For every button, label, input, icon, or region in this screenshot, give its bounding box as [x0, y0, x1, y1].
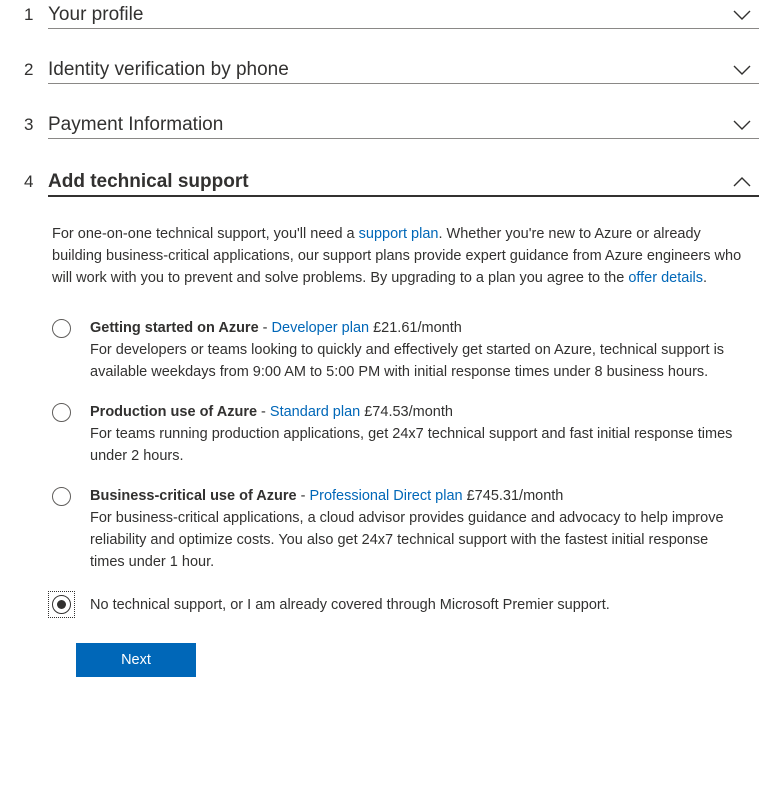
- professional-direct-plan-link[interactable]: Professional Direct plan: [309, 488, 463, 504]
- option-no-technical-support[interactable]: [52, 591, 759, 618]
- section-divider: [48, 138, 759, 139]
- section-number: 2: [24, 60, 34, 79]
- option-title: Getting started on Azure: [90, 320, 259, 336]
- section-header-your-profile[interactable]: [24, 2, 759, 28]
- standard-plan-link[interactable]: Standard plan: [269, 404, 361, 420]
- radio-developer-plan[interactable]: [52, 319, 71, 338]
- option-title: Production use of Azure: [90, 404, 258, 420]
- chevron-down-icon[interactable]: [729, 2, 755, 28]
- section-title: Your profile: [48, 4, 144, 25]
- section-header-payment-information[interactable]: [24, 112, 759, 138]
- section-title: Identity verification by phone: [48, 59, 289, 80]
- chevron-down-icon[interactable]: [729, 57, 755, 83]
- intro-text-part2: . Whether you're new to Azure or already building business-critical applications, our support plans provide expert guidance from Azure engineers who will work with you to prevent and solve problems. By upgrading to a plan you agree to the: [52, 226, 742, 286]
- chevron-down-icon[interactable]: [729, 112, 755, 138]
- option-title: Business-critical use of Azure: [90, 488, 297, 504]
- option-label: No technical support, or I am already covered through Microsoft Premier support.: [90, 596, 610, 613]
- radio-standard-plan[interactable]: [52, 403, 71, 422]
- radio-no-technical-support[interactable]: [52, 595, 71, 614]
- intro-text-part3: .: [703, 270, 708, 286]
- radio-focus-ring: [48, 591, 75, 618]
- option-dash: -: [257, 404, 270, 420]
- option-developer-plan[interactable]: [52, 317, 759, 383]
- chevron-up-icon[interactable]: [729, 169, 755, 195]
- offer-details-link[interactable]: offer details: [628, 270, 704, 286]
- next-button[interactable]: Next: [76, 643, 196, 677]
- option-dash: -: [258, 320, 272, 336]
- radio-professional-direct-plan[interactable]: [52, 487, 71, 506]
- support-intro-text: [52, 223, 746, 289]
- intro-text-part1: For one-on-one technical support, you'll need a: [52, 226, 359, 242]
- section-header-identity-verification[interactable]: [24, 57, 759, 83]
- section-payment-information: [24, 112, 759, 139]
- spacer: [24, 84, 759, 112]
- spacer: [24, 139, 759, 169]
- support-plan-options: [52, 317, 759, 618]
- option-text: [90, 401, 740, 467]
- section-title: Add technical support: [48, 171, 249, 192]
- option-price: £21.61/month: [369, 320, 462, 336]
- section-identity-verification: [24, 57, 759, 84]
- section-your-profile: [24, 0, 759, 29]
- developer-plan-link[interactable]: Developer plan: [271, 320, 370, 336]
- support-plan-link[interactable]: support plan: [358, 226, 439, 242]
- section-header-add-technical-support[interactable]: [24, 169, 759, 195]
- option-professional-direct-plan[interactable]: [52, 485, 759, 573]
- section-title: Payment Information: [48, 114, 224, 135]
- section-divider-active: [48, 195, 759, 197]
- section-number: 4: [24, 172, 34, 191]
- section-number: 3: [24, 115, 34, 134]
- option-price: £74.53/month: [360, 404, 453, 420]
- section-add-technical-support: [24, 169, 759, 677]
- option-description: For developers or teams looking to quickly and effectively get started on Azure, technical support is available weekdays from 9:00 AM to 5:00 PM with initial response times under 8 business hours.: [90, 342, 725, 380]
- option-standard-plan[interactable]: [52, 401, 759, 467]
- option-description: For teams running production applications, get 24x7 technical support and fast initial response times under 2 hours.: [90, 426, 733, 464]
- section-divider: [48, 83, 759, 84]
- option-price: £745.31/month: [462, 488, 564, 504]
- option-dash: -: [296, 488, 310, 504]
- option-description: For business-critical applications, a cloud advisor provides guidance and advocacy to help improve reliability and optimize costs. You also get 24x7 technical support with the fastest initial response times under 1 hour.: [90, 510, 724, 570]
- option-text: [90, 485, 740, 573]
- option-text: [90, 317, 740, 383]
- section-number: 1: [24, 5, 34, 24]
- spacer: [24, 29, 759, 57]
- section-divider: [48, 28, 759, 29]
